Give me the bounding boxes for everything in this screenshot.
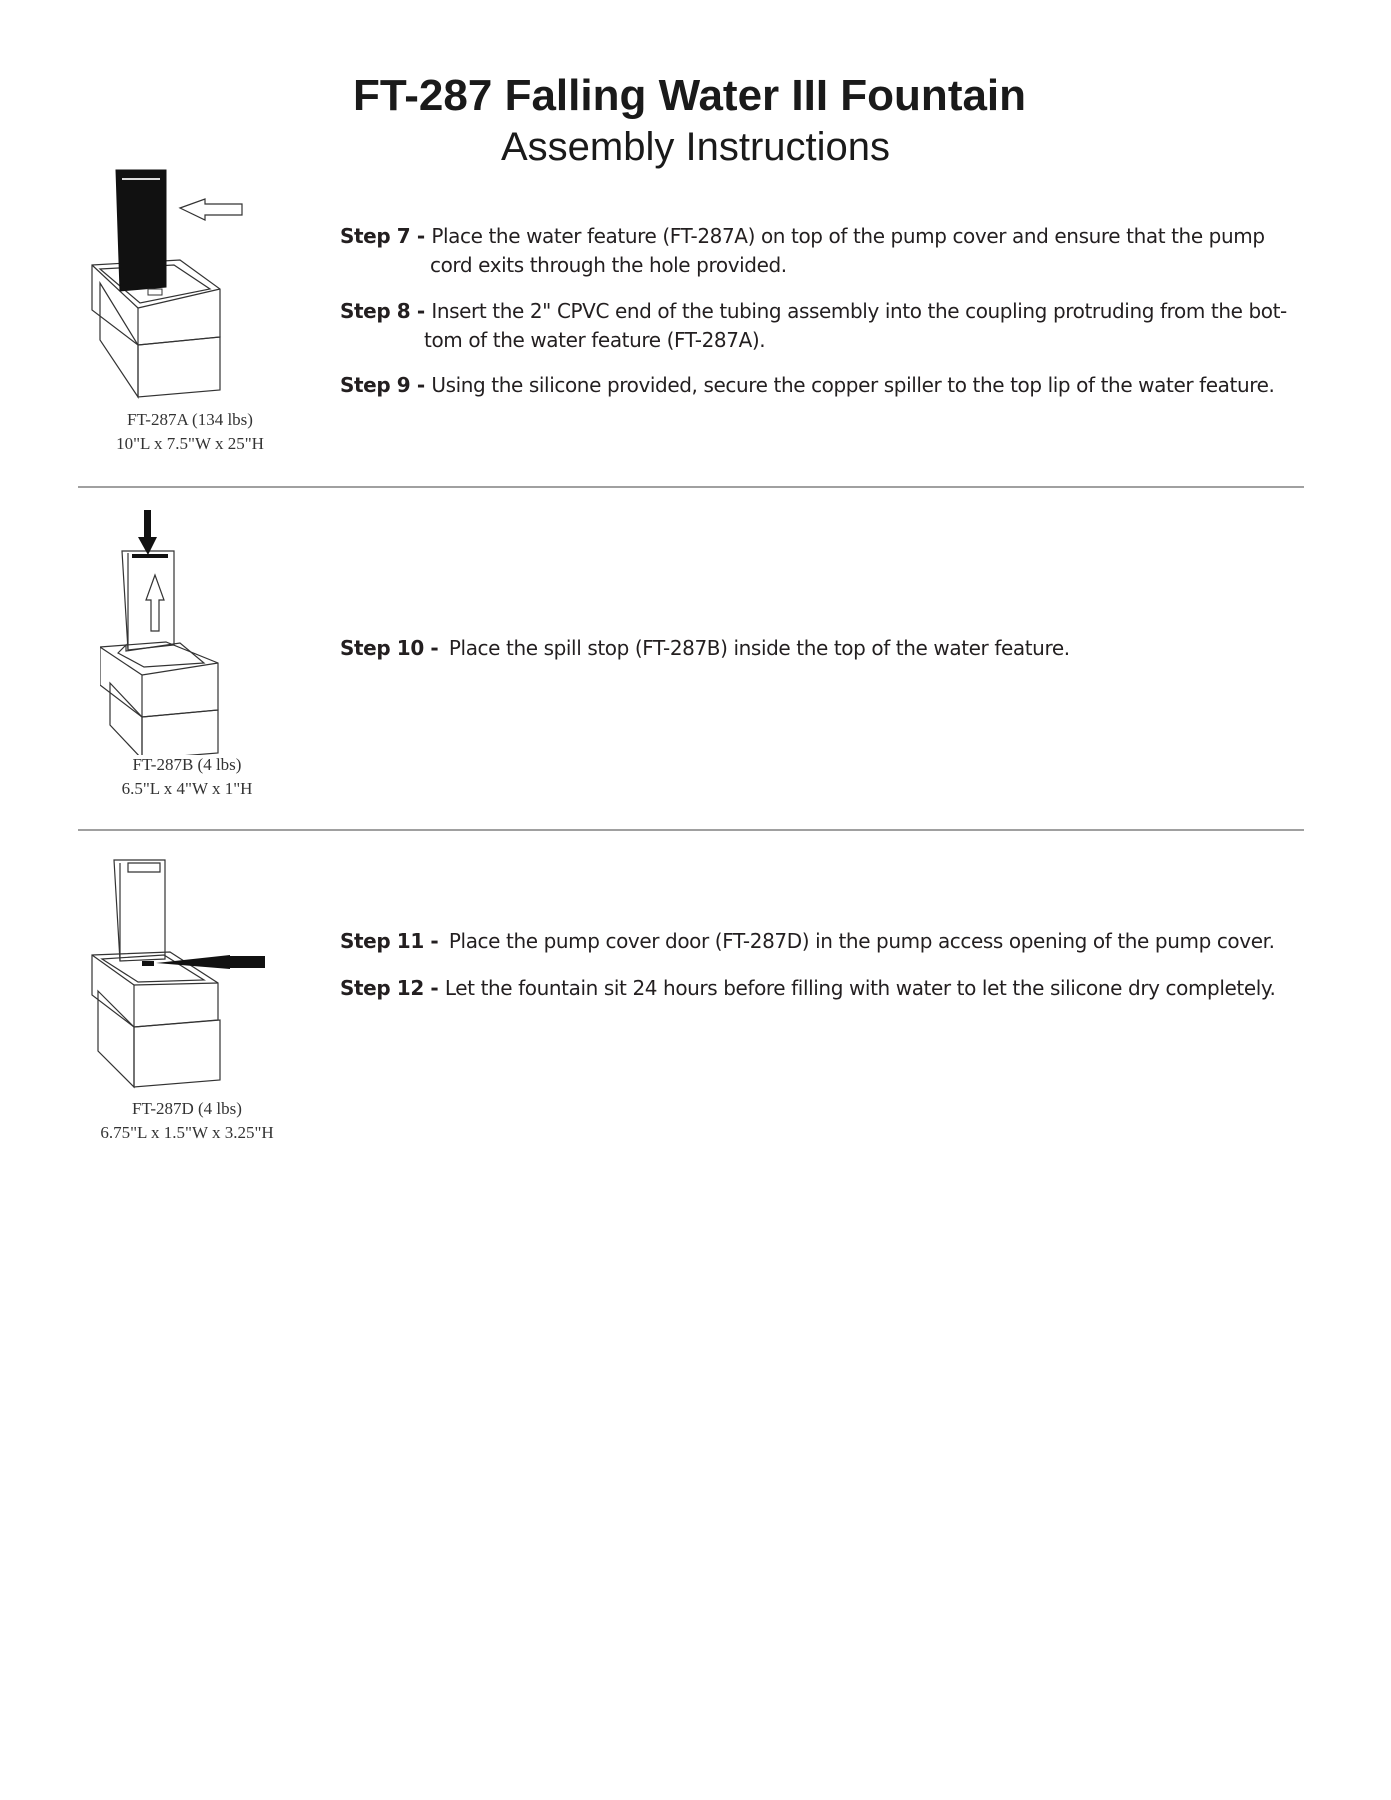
part-number-weight: FT-287A (134 lbs) [127,410,253,429]
step-7 [340,222,1265,280]
step-8 [340,297,1287,355]
part-dimensions: 6.75"L x 1.5"W x 3.25"H [100,1123,274,1142]
step-text: Place the pump cover door (FT-287D) in the pump access opening of the pump cover. [448,929,1275,953]
step-9 [340,371,1275,400]
step-label: Step 12 - [340,976,445,1000]
page-title: FT-287 Falling Water III Fountain [352,71,1027,120]
spill-stop-insertion-diagram-icon [100,505,280,755]
step-text-continued: cord exits through the hole provided. [430,253,787,277]
step-label: Step 8 - [340,299,432,323]
part-number-weight: FT-287D (4 lbs) [132,1099,242,1118]
figure-caption [70,408,310,456]
pump-cover-door-diagram-icon [90,855,290,1095]
step-12 [340,974,1275,1003]
part-dimensions: 10"L x 7.5"W x 25"H [116,434,264,453]
step-11 [340,927,1275,956]
step-text: Place the water feature (FT-287A) on top of the pump cover and ensure that the pump [431,224,1265,248]
section-divider [78,486,1304,488]
step-label: Step 10 - [340,636,445,660]
part-number-weight: FT-287B (4 lbs) [132,755,242,774]
step-text: Place the spill stop (FT-287B) inside the top of the water feature. [448,636,1070,660]
step-text-continued: tom of the water feature (FT-287A). [424,328,766,352]
step-text: Let the fountain sit 24 hours before filling with water to let the silicone dry completely. [444,976,1276,1000]
step-text: Insert the 2" CPVC end of the tubing assembly into the coupling protruding from the bot- [431,299,1287,323]
figure-caption [67,1097,307,1145]
water-feature-placement-diagram-icon [88,165,288,415]
step-label: Step 9 - [340,373,432,397]
step-text: Using the silicone provided, secure the copper spiller to the top lip of the water feature. [431,373,1275,397]
section-divider [78,829,1304,831]
page-subtitle: Assembly Instructions [500,125,891,169]
step-label: Step 11 - [340,929,445,953]
part-dimensions: 6.5"L x 4"W x 1"H [121,779,253,798]
figure-caption [67,753,307,801]
step-10 [340,634,1070,663]
step-label: Step 7 - [340,224,432,248]
